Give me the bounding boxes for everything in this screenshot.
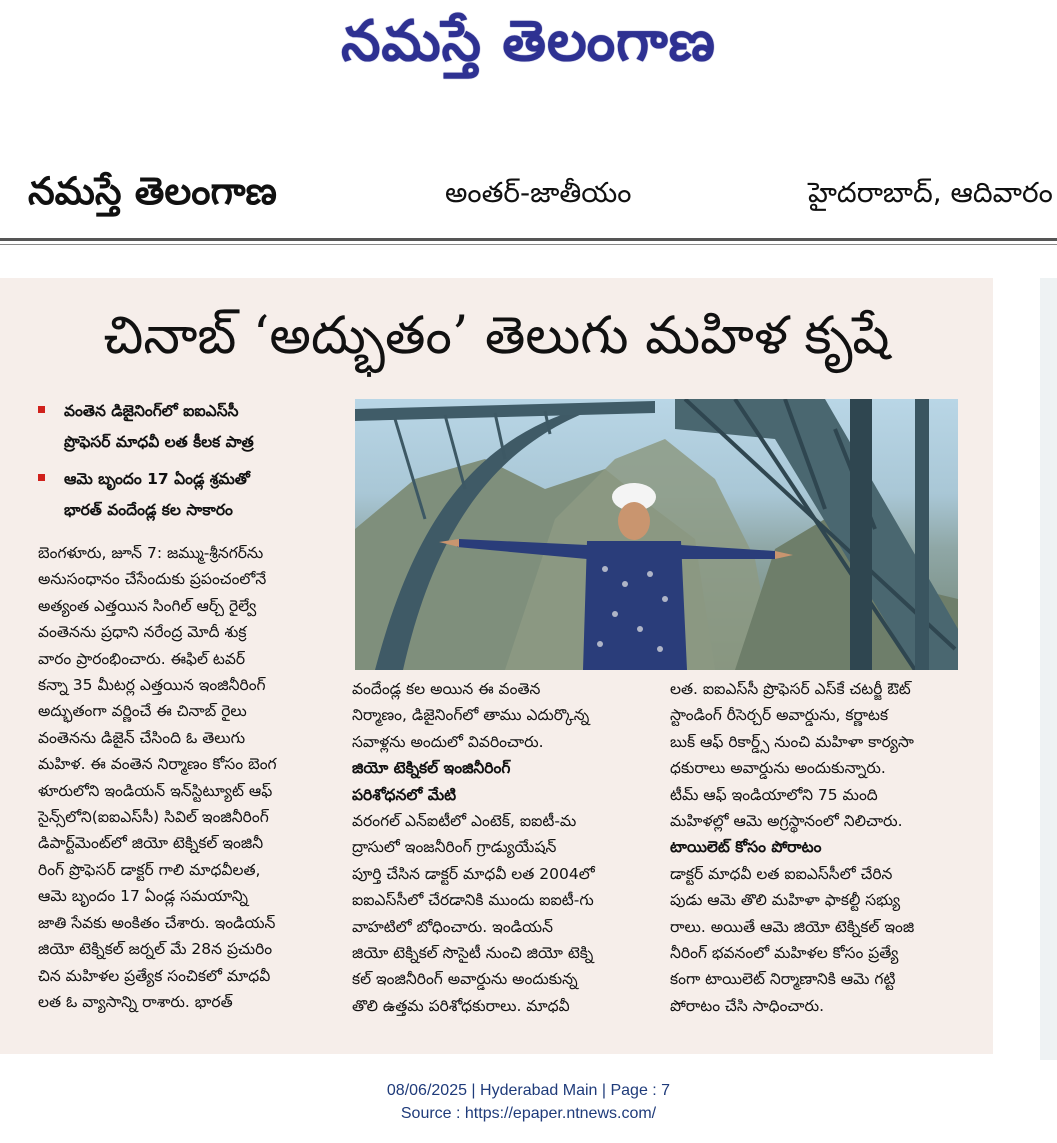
text-line: జియో టెక్నికల్ ఇంజినీరింగ్ <box>352 759 511 778</box>
text-line: డాక్టర్ మాధవీ లత ఐఐఎస్‌సీలో చేరిన <box>670 864 893 883</box>
text-line: వారం ప్రారంభించారు. ఈఫిల్ టవర్ <box>38 649 246 668</box>
text-line: పరిశోధనలో మేటి <box>352 785 457 804</box>
text-line: వాహటిలో బోధించారు. ఇండియన్ <box>352 917 553 936</box>
text-line: కన్నా 35 మీటర్ల ఎత్తయిన ఇంజినీరింగ్ <box>38 676 266 695</box>
footer-edition-info: 08/06/2025 | Hyderabad Main | Page : 7 <box>386 1082 671 1099</box>
text-line: జియో టెక్నికల్ సొసైటీ నుంచి జియో టెక్ని <box>352 944 594 963</box>
face <box>618 502 650 540</box>
text-line: ద్రాసులో ఇంజనీరింగ్ గ్రాడ్యుయేషన్ <box>352 838 557 857</box>
text-line: వంతెనను డిజైన్ చేసింది ఓ తెలుగు <box>38 728 246 747</box>
bullet-square-icon <box>38 406 45 413</box>
column-3-body <box>670 861 970 1019</box>
column-2-intro <box>352 676 652 755</box>
steel-column <box>850 399 872 670</box>
column-3-intro <box>670 676 970 834</box>
text-line: కంగా టాయిలెట్ నిర్మాణానికి ఆమె గట్టి <box>670 970 896 989</box>
text-line: స్టాండింగ్ రీసెర్చర్ అవార్డును, కర్ణాటక <box>670 706 889 725</box>
masthead <box>0 168 1057 228</box>
highlight-line: ఆమె బృందం 17 ఏండ్ల శ్రమతో <box>64 470 250 488</box>
text-line: మహిళ. ఈ వంతెన నిర్మాణం కోసం బెంగ <box>38 755 277 774</box>
side-strip <box>1040 278 1057 1060</box>
text-line: చిన మహిళల ప్రత్యేక సంచికలో మాధవీ <box>38 966 271 985</box>
text-line: కల్ ఇంజినీరింగ్ అవార్డును అందుకున్న <box>352 970 578 989</box>
newspaper-logo: నమస్తే తెలంగాణ <box>341 8 716 74</box>
page-footer <box>0 1079 1057 1125</box>
text-line: జాతి సేవకు అంకితం చేశారు. ఇండియన్ <box>38 913 276 932</box>
text-line: ఆమె బృందం 17 ఏండ్ల సమయాన్ని <box>38 887 248 906</box>
bridge-photo-illustration <box>355 399 958 670</box>
highlight-item <box>38 464 338 526</box>
text-line: రింగ్ ప్రొఫెసర్ డాక్టర్ గాలి మాధవీలత, <box>38 860 261 879</box>
text-line: ధకురాలు అవార్డును అందుకున్నారు. <box>670 759 886 778</box>
text-line: సవాళ్లను అందులో వివరించారు. <box>352 732 544 751</box>
article-column-2 <box>352 676 652 1019</box>
article-clipping[interactable] <box>0 278 993 1054</box>
text-line: రాలు. అయితే ఆమె జియో టెక్నికల్ ఇంజి <box>670 917 915 936</box>
bullet-square-icon <box>38 474 45 481</box>
text-line: పోరాటం చేసి సాధించారు. <box>670 996 825 1015</box>
text-line: పూర్తి చేసిన డాక్టర్ మాధవీ లత 2004లో <box>352 864 595 883</box>
article-highlights <box>38 396 338 532</box>
highlight-line: భారత్ వందేండ్ల కల సాకారం <box>64 501 233 519</box>
highlight-line: ప్రొఫెసర్ మాధవీ లత కీలక పాత్ర <box>64 433 254 451</box>
steel-column <box>915 399 929 670</box>
article-headline: చినాబ్ ‘అద్భుతం’ తెలుగు మహిళ కృషే <box>103 306 890 366</box>
text-line: అత్యంత ఎత్తయిన సింగిల్ ఆర్చ్ రైల్వే <box>38 596 257 615</box>
text-line: జియో టెక్నికల్ జర్నల్ మే 28న ప్రచురిం <box>38 940 273 959</box>
text-line: అనుసంధానం చేసేందుకు ప్రపంచంలోనే <box>38 570 267 589</box>
text-line: బుక్ ఆఫ్ రికార్డ్స్ నుంచి మహిళా కార్యసా <box>670 732 914 751</box>
highlight-item <box>38 396 338 458</box>
article-column-1 <box>38 540 338 1015</box>
text-line: టీమ్ ఆఫ్ ఇండియాలోని 75 మంది <box>670 785 878 804</box>
footer-source-link[interactable]: Source : https://epaper.ntnews.com/ <box>400 1105 657 1122</box>
text-line: వందేండ్ల కల అయిన ఈ వంతెన <box>352 680 541 698</box>
text-line: పుడు ఆమె తొలి మహిళా ఫాకల్టీ సభ్యు <box>670 891 901 910</box>
bridge-deck <box>355 401 655 421</box>
masthead-section: అంతర్-జాతీయం <box>445 176 632 209</box>
column-2-subhead <box>352 755 652 808</box>
text-line: వంతెనను ప్రధాని నరేంద్ర మోదీ శుక్ర <box>38 623 247 642</box>
masthead-rule <box>0 238 1057 241</box>
text-line: సైన్స్‌లోని(ఐఐఎస్‌సీ) సివిల్ ఇంజినీరింగ్ <box>38 808 269 827</box>
text-line: డిపార్ట్‌మెంట్‌లో జియో టెక్నికల్ ఇంజినీ <box>38 834 264 853</box>
text-line: మహిళల్లో ఆమె అగ్రస్థానంలో నిలిచారు. <box>670 812 903 831</box>
kurta <box>583 541 687 670</box>
text-line: ఐఐఎస్‌సీలో చేరడానికి ముందు ఐఐటీ-గు <box>352 891 594 910</box>
article-photo <box>355 399 958 670</box>
text-line: నీరింగ్ భవనంలో మహిళల కోసం ప్రత్యే <box>670 944 899 963</box>
column-2-body <box>352 808 652 1019</box>
text-line: లత ఓ వ్యాసాన్ని రాశారు. భారత్ <box>38 992 233 1011</box>
column-3-subhead: టాయిలెట్ కోసం పోరాటం <box>670 838 822 857</box>
text-line: నిర్మాణం, డిజైనింగ్‌లో తాము ఎదుర్కొన్న <box>352 706 590 725</box>
article-column-3 <box>670 676 970 1019</box>
masthead-place-date: హైదరాబాద్, ఆదివారం <box>808 176 1053 209</box>
highlight-line: వంతెన డిజైనింగ్‌లో ఐఐఎస్‌సీ <box>64 402 239 420</box>
text-line: బెంగళూరు, జూన్ 7: జమ్ము-శ్రీనగర్‌ను <box>38 544 264 562</box>
text-line: లత. ఐఐఎస్‌సీ ప్రొఫెసర్ ఎస్‌కే చటర్జీ ఔట్ <box>670 680 911 698</box>
text-line: వరంగల్ ఎన్‌ఐటీలో ఎంటెక్, ఐఐటీ-మ <box>352 812 577 831</box>
text-line: తొలి ఉత్తమ పరిశోధకురాలు. మాధవీ <box>352 996 570 1015</box>
text-line: అద్భుతంగా వర్ణించే ఈ చినాబ్ రైలు <box>38 702 247 721</box>
text-line: ళూరులోని ఇండియన్ ఇన్‌స్టిట్యూట్ ఆఫ్ <box>38 781 273 800</box>
masthead-paper-name: నమస్తే తెలంగాణ <box>28 168 277 213</box>
masthead-rule-thin <box>0 244 1057 245</box>
